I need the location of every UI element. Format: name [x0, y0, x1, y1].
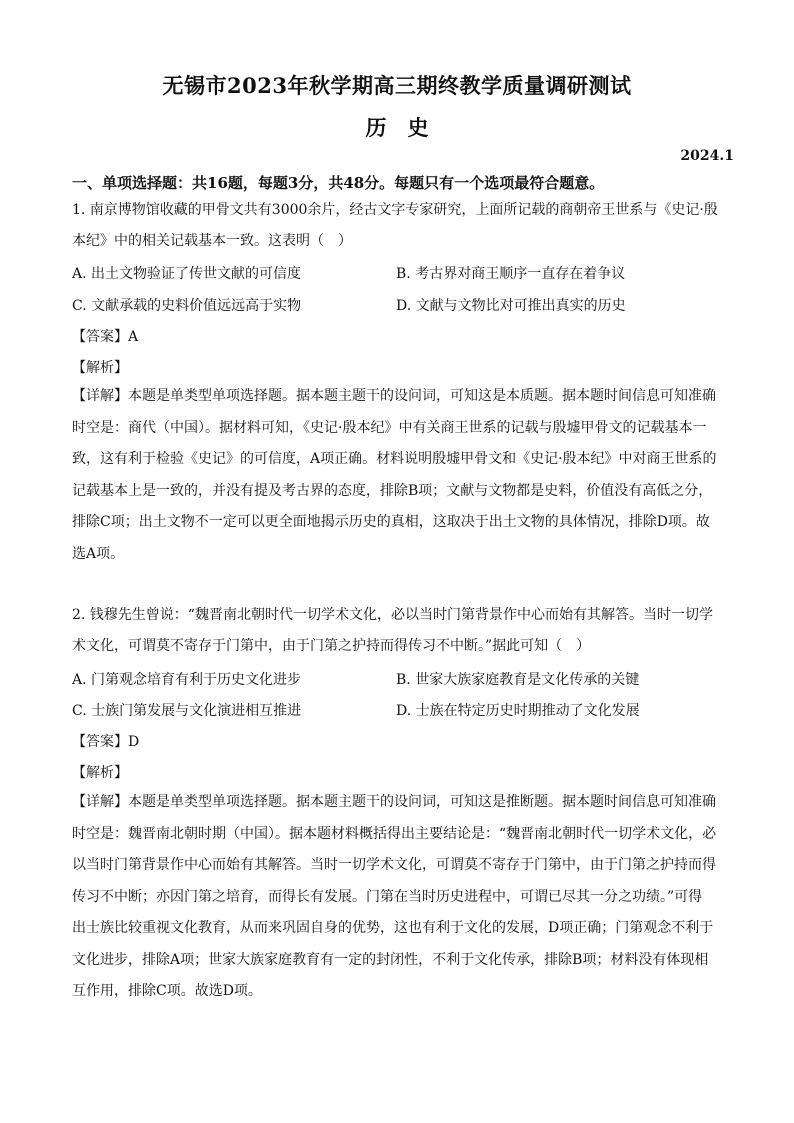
question-1-option-b: B. 考古界对商王顺序一直存在着争议	[396, 266, 626, 282]
detail-line: 传习不中断；亦因门第之培育，而得长有发展。门第在当时历史进程中，可谓已尽其一分之功绩。”可得	[72, 888, 703, 905]
question-1-detail	[72, 381, 724, 570]
question-2-answer: 【答案】D	[72, 734, 140, 750]
question-2-option-c: C. 士族门第发展与文化演进相互推进	[72, 703, 302, 719]
question-1-answer: 【答案】A	[72, 329, 139, 345]
question-2-detail	[72, 787, 724, 1008]
question-2-analysis-label: 【解析】	[72, 765, 128, 781]
question-1-option-c: C. 文献承载的史料价值远远高于实物	[72, 298, 302, 314]
detail-line: 时空是：商代（中国）。据材料可知，《史记·殷本纪》中有关商王世系的记载与殷墟甲骨文的记载基本一	[72, 419, 707, 436]
section-heading: 一、单项选择题：共16题，每题3分，共48分。每题只有一个选项最符合题意。	[72, 174, 605, 192]
subject-title: 历 史	[365, 115, 429, 140]
question-2-stem	[72, 600, 724, 662]
detail-line: 记载基本上是一致的，并没有提及考古界的态度，排除B项；文献与文物都是史料，价值没有高低之分，	[72, 482, 713, 499]
detail-line: 时空是：魏晋南北朝时期（中国）。据本题材料概括得出主要结论是：“魏晋南北朝时代一切学术文化，必	[72, 825, 717, 842]
detail-line: 选A项。	[72, 545, 125, 562]
question-2-option-b: B. 世家大族家庭教育是文化传承的关键	[396, 672, 640, 688]
detail-line: 文化进步，排除A项；世家大族家庭教育有一定的封闭性，不利于文化传承，排除B项；材料没有体现相	[72, 951, 709, 968]
detail-line: 致，这有利于检验《史记》的可信度，A项正确。材料说明殷墟甲骨文和《史记·殷本纪》中对商王世系的	[72, 451, 717, 467]
detail-line: 以当时门第背景作中心而始有其解答。当时一切学术文化，可谓莫不寄存于门第中，由于门第之护持而得	[72, 857, 716, 873]
question-2-stem-line: 2. 钱穆先生曾说：“魏晋南北朝时代一切学术文化，必以当时门第背景作中心而始有其解答。当时一切学	[72, 607, 713, 623]
question-1-analysis-label: 【解析】	[72, 360, 128, 376]
question-2-option-a: A. 门第观念培育有利于历史文化进步	[72, 672, 302, 688]
question-2-stem-line: 术文化，可谓莫不寄存于门第中，由于门第之护持而得传习不中断。”据此可知（ ）	[72, 638, 591, 654]
question-1-stem-line: 本纪》中的相关记载基本一致。这表明（ ）	[72, 233, 352, 249]
question-1-option-d: D. 文献与文物比对可推出真实的历史	[396, 298, 626, 314]
detail-line: 排除C项；出土文物不一定可以更全面地揭示历史的真相，这取决于出土文物的具体情况，排除D项。故	[72, 514, 710, 530]
question-1-option-a: A. 出土文物验证了传世文献的可信度	[72, 266, 302, 282]
question-1-stem-line: 1. 南京博物馆收藏的甲骨文共有3000余片，经古文字专家研究，上面所记载的商朝帝王世系与《史记·殷	[72, 202, 718, 218]
detail-line: 出士族比较重视文化教育，从而来巩固自身的优势，这也有利于文化的发展，D项正确；门第观念不利于	[72, 920, 714, 936]
detail-line: 【详解】本题是单类型单项选择题。据本题主题干的设问词，可知这是本质题。据本题时间信息可知准确	[72, 388, 716, 404]
detail-line: 互作用，排除C项。故选D项。	[72, 983, 262, 999]
exam-date: 2024.1	[680, 148, 734, 164]
exam-title: 无锡市2023年秋学期高三期终教学质量调研测试	[162, 73, 632, 98]
question-1-stem	[72, 195, 724, 257]
detail-line: 【详解】本题是单类型单项选择题。据本题主题干的设问词，可知这是推断题。据本题时间信息可知准确	[72, 794, 716, 810]
question-2-option-d: D. 士族在特定历史时期推动了文化发展	[396, 703, 640, 719]
